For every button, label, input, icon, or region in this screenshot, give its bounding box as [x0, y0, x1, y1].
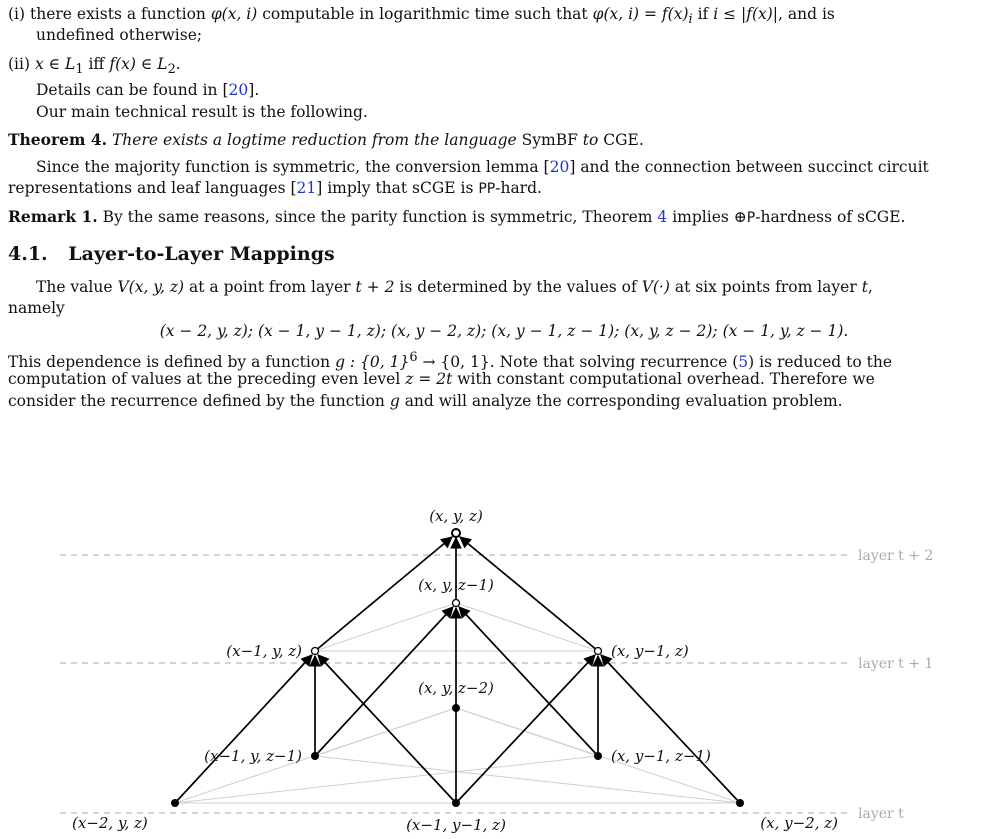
text: This dependence is defined by a function	[8, 353, 336, 372]
section-title: Layer-to-Layer Mappings	[68, 243, 335, 265]
math-expr: z = 2t	[405, 370, 453, 388]
equation-link[interactable]: 5	[738, 353, 749, 372]
math-expr: t	[861, 278, 868, 296]
item-text: computable in logarithmic time such that	[257, 5, 593, 23]
math-expr: f(x) ∈ L	[109, 55, 168, 73]
label-top: (x, y, z)	[429, 507, 483, 525]
text: representations and leaf languages [	[8, 179, 297, 197]
theorem-label: Theorem 4.	[8, 130, 108, 149]
math-phi-eq: φ(x, i) = f(x)	[592, 5, 689, 23]
theorem-link[interactable]: 4	[657, 208, 668, 226]
theorem-symbf: SymBF	[521, 131, 578, 149]
math-subscript: i	[688, 12, 693, 28]
text: → {0, 1}	[417, 353, 490, 372]
item-text: , and is	[778, 5, 835, 23]
text: at six points from layer	[669, 278, 862, 296]
list-item-i-cont: undefined otherwise;	[36, 26, 203, 44]
node-right	[595, 648, 602, 655]
node-lower-right	[594, 752, 602, 760]
math-expr: g : {0, 1}	[335, 353, 410, 372]
label-center: (x, y, z−2)	[418, 679, 494, 697]
text: ) is reduced to the	[748, 353, 893, 372]
label-bottom-center: (x−1, y−1, z)	[406, 816, 506, 834]
text: computation of values at the preceding even level	[8, 370, 406, 388]
item-text: there exists a function	[30, 5, 211, 23]
text: ,	[867, 278, 873, 296]
node-mid-center	[453, 600, 460, 607]
item-text: if	[692, 5, 714, 23]
math-condition: i ≤ |f(x)|	[713, 5, 779, 23]
text: . Note that solving recurrence (	[489, 353, 739, 372]
node-bottom-left	[171, 799, 179, 807]
text: The value	[36, 278, 118, 296]
label-right: (x, y−1, z)	[611, 642, 689, 660]
remark-label: Remark 1.	[8, 207, 98, 226]
theorem-text: to	[582, 131, 599, 149]
text: and will analyze the corresponding evaluation problem.	[399, 392, 843, 410]
label-mid-center: (x, y, z−1)	[418, 576, 494, 594]
label-bottom-left: (x−2, y, z)	[72, 814, 148, 832]
text: ] and the connection between succinct circuit	[569, 158, 929, 176]
item-label: (ii)	[8, 55, 31, 73]
text: ] imply that sCGE is	[316, 179, 479, 197]
paragraph-value-cont: namely	[8, 299, 65, 317]
math-expr: V(·)	[641, 278, 670, 296]
complexity-class-pp: PP	[478, 181, 496, 197]
layer-label-t1: layer t + 1	[858, 656, 934, 672]
math-expr: t + 2	[355, 278, 395, 296]
layer-label-t2: layer t + 2	[858, 548, 934, 564]
text: ].	[248, 81, 260, 99]
main-result-line: Our main technical result is the following.	[36, 103, 368, 121]
label-bottom-right: (x, y−2, z)	[760, 814, 838, 832]
text: Details can be found in [	[36, 81, 229, 99]
text: at a point from layer	[184, 278, 356, 296]
citation-link[interactable]: 20	[549, 158, 570, 176]
node-top	[452, 529, 460, 537]
theorem-cge: CGE.	[603, 131, 644, 149]
text: By the same reasons, since the parity function is symmetric, Theorem	[102, 208, 658, 226]
node-lower-left	[311, 752, 319, 760]
complexity-class-p: P	[746, 210, 756, 226]
text: -hard.	[495, 179, 542, 197]
citation-link[interactable]: 21	[296, 179, 317, 197]
label-lower-left: (x−1, y, z−1)	[204, 747, 302, 765]
node-left	[312, 648, 319, 655]
item-text: .	[175, 55, 181, 73]
math-superscript: 6	[409, 350, 418, 365]
theorem-text: There exists a logtime reduction from the language	[111, 131, 517, 149]
text: with constant computational overhead. Therefore we	[452, 370, 875, 388]
node-bottom-center	[452, 799, 460, 807]
layer-label-t: layer t	[858, 806, 904, 822]
section-number: 4.1.	[8, 243, 48, 265]
citation-link[interactable]: 20	[228, 81, 249, 99]
label-left: (x−1, y, z)	[226, 642, 302, 660]
item-label: (i)	[8, 5, 26, 23]
math-expr: x ∈ L	[34, 55, 76, 73]
text: consider the recurrence defined by the function	[8, 392, 390, 410]
math-subscript: 2	[167, 62, 176, 78]
points-equation: (x − 2, y, z); (x − 1, y − 1, z); (x, y − 2, z); (x, y − 1, z − 1); (x, y, z − 2); (x − 1, y, z − 1).	[159, 322, 849, 340]
text: implies ⊕	[667, 208, 747, 226]
math-phi: φ(x, i)	[210, 5, 258, 23]
item-text: iff	[83, 55, 110, 73]
text: is determined by the values of	[394, 278, 642, 296]
math-expr: V(x, y, z)	[117, 278, 185, 296]
text: Since the majority function is symmetric, the conversion lemma [	[36, 158, 550, 176]
math-subscript: 1	[75, 62, 84, 78]
math-expr: g	[389, 392, 400, 410]
grid-lines	[175, 603, 740, 803]
node-bottom-right	[736, 799, 744, 807]
text: -hardness of sCGE.	[755, 208, 906, 226]
node-center	[452, 704, 460, 712]
label-lower-right: (x, y−1, z−1)	[611, 747, 711, 765]
